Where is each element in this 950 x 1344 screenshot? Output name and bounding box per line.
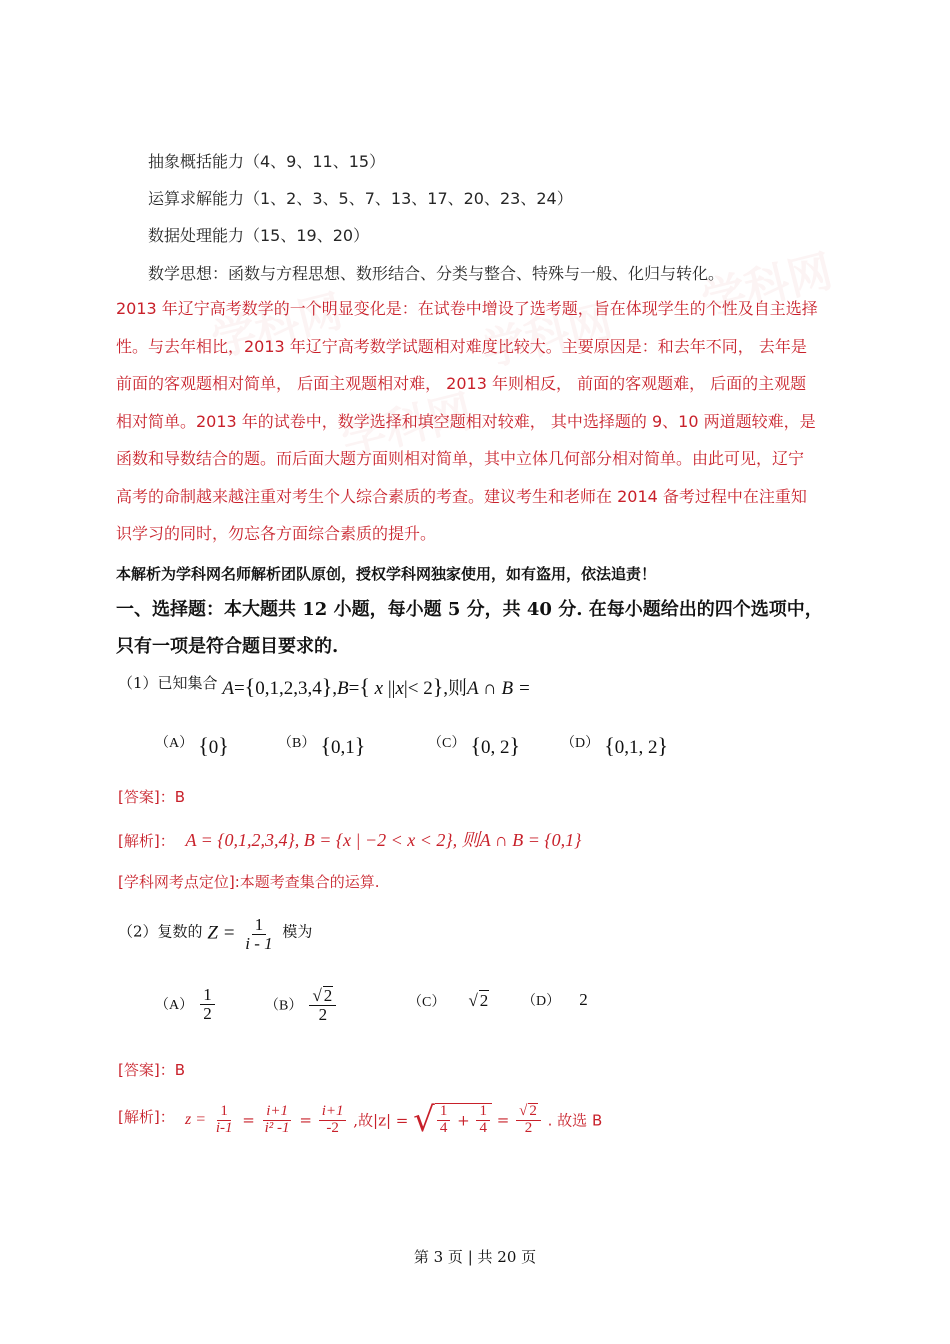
q2-option-a: （A） $\frac{1}{2}$ (155, 986, 217, 1023)
watermark: 学科网 (696, 245, 838, 328)
q2-answer: [答案]：B (118, 1061, 186, 1079)
page-footer: 第 3 页 | 共 20 页 (413, 1248, 537, 1266)
analysis-line: 高考的命制越来越注重对考生个人综合素质的考查。建议考生和老师在 2014 备考过程中在注重知 (116, 486, 807, 506)
analysis-paragraph (116, 290, 818, 553)
analysis-line: 前面的客观题相对简单， 后面主观题相对难， 2013 年则相反， 前面的客观题难， 后面的主观题 (116, 374, 807, 393)
q1-option-b: （B） {0,1} (278, 733, 366, 758)
ability-data: 数据处理能力（15、19、20） (148, 226, 370, 245)
q1-option-d: （D） {0,1, 2} (561, 733, 669, 758)
q1-option-a: （A） {0} (155, 733, 229, 758)
q2-analysis-formula: z = $\frac{1}{i-1}$ = $\frac{i+1}{\text{i² -1}}$ = $\frac{i+1}{-2}$ ,故|z| = √ $\frac{1}{4}$ + $\frac{1}{4}$ = $\frac{√ 2}{2}$ . 故选 B (185, 1100, 603, 1140)
q2-analysis-label: [解析]： (118, 1108, 175, 1126)
question-1 (118, 672, 531, 700)
math-thinking: 数学思想：函数与方程思想、数形结合、分类与整合、特殊与一般、化归与转化。 (148, 264, 725, 283)
question-2: （2）复数的 Z = $\frac{1}{i - 1}$ 模为 (118, 915, 313, 953)
copyright-notice: 本解析为学科网名师解析团队原创，授权学科网独家使用，如有盗用，依法追责！ (116, 565, 657, 583)
question-number: （2）复数的 (118, 922, 203, 941)
q2-option-c: （C） √ 2 (408, 991, 489, 1010)
watermark: 学科网 (336, 385, 478, 468)
q2-option-b: （B） $\frac{√ 2}{2}$ (265, 986, 338, 1024)
q1-analysis: [解析]： A = {0,1,2,3,4}, B = {x | −2 < x < 2}, 则A ∩ B = {0,1} (118, 830, 582, 850)
q1-knowledge-point: [学科网考点定位]:本题考查集合的运算. (118, 873, 380, 891)
watermark: 学科网 (476, 295, 618, 378)
q1-answer: [答案]：B (118, 788, 186, 806)
question-number: （1）已知集合 (118, 674, 218, 692)
ability-abstract: 抽象概括能力（4、9、11、15） (148, 152, 386, 171)
analysis-line: 2013 年辽宁高考数学的一个明显变化是：在试卷中增设了选考题，旨在体现学生的个性及自主选择 (116, 299, 818, 318)
analysis-line: 识学习的同时，勿忘各方面综合素质的提升。 (116, 524, 437, 543)
section-heading: 一、选择题：本大题共 12 小题，每小题 5 分，共 40 分. 在每小题给出的四个选项中， (116, 599, 823, 620)
analysis-line: 函数和导数结合的题。而后面大题方面则相对简单，其中立体几何部分相对简单。由此可见，辽宁 (116, 449, 805, 468)
watermark: 学科网 (206, 285, 348, 368)
analysis-line: 性。与去年相比，2013 年辽宁高考数学试题相对难度比较大。主要原因是：和去年不同， 去年是 (116, 336, 807, 356)
section-heading: 只有一项是符合题目要求的. (116, 636, 339, 657)
question-formula: A={0,1,2,3,4},B={ x ||x|< 2},则A ∩ B = (222, 674, 531, 699)
q2-option-d: （D） 2 (522, 990, 588, 1009)
analysis-line: 相对简单。2013 年的试卷中，数学选择和填空题相对较难， 其中选择题的 9、10 两道题较难，是 (116, 411, 816, 431)
q1-option-c: （C） {0, 2} (428, 733, 521, 758)
ability-computation: 运算求解能力（1、2、3、5、7、13、17、20、23、24） (148, 189, 573, 208)
